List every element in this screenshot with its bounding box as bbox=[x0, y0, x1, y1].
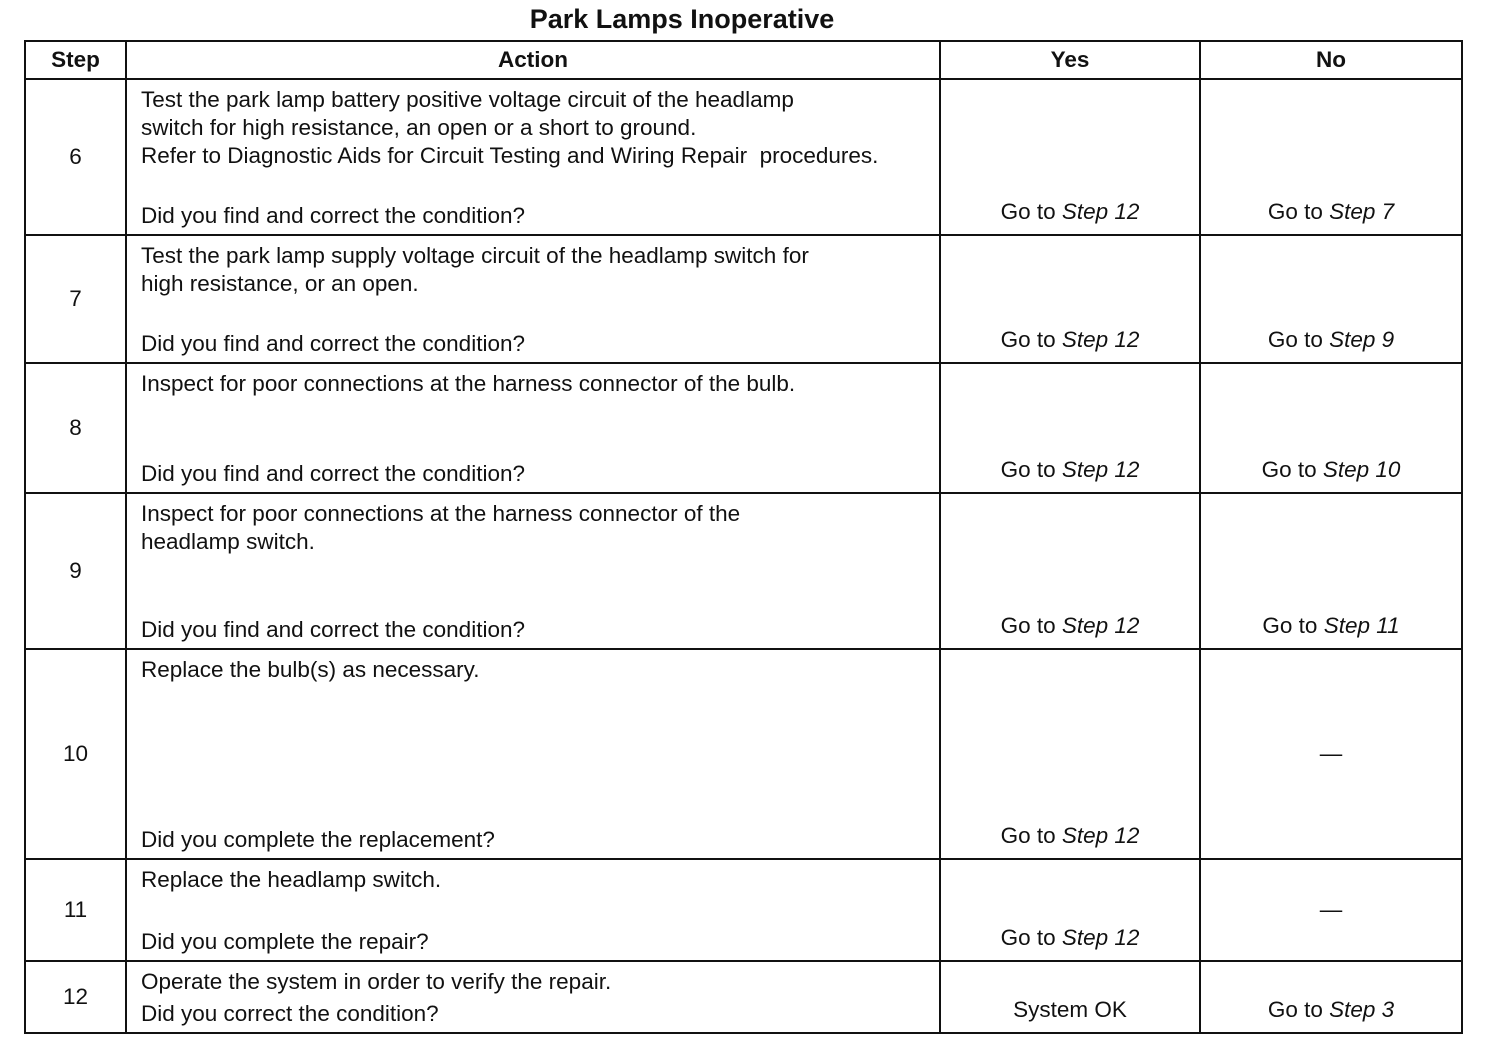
action-question: Did you find and correct the condition? bbox=[141, 617, 525, 642]
table-header-row bbox=[25, 41, 1462, 79]
no-cell bbox=[1200, 859, 1462, 961]
table-row bbox=[25, 363, 1462, 493]
instruction-line: Inspect for poor connections at the harness connector of the bbox=[141, 501, 741, 526]
no-goto-step: Step 10 bbox=[1322, 457, 1401, 482]
instruction-line: Test the park lamp battery positive voltage circuit of the headlamp bbox=[141, 87, 794, 112]
yes-goto-prefix: Go to bbox=[1000, 457, 1056, 482]
yes-goto-prefix: Go to bbox=[1000, 823, 1056, 848]
action-content bbox=[141, 242, 931, 358]
action-content bbox=[141, 500, 931, 644]
no-goto-prefix: Go to bbox=[1267, 199, 1323, 224]
instruction-line: Operate the system in order to verify the repair. bbox=[141, 969, 612, 994]
action-question: Did you complete the replacement? bbox=[141, 827, 495, 852]
yes-goto-step: Step 12 bbox=[1061, 327, 1140, 352]
action-content bbox=[141, 656, 931, 854]
yes-goto-step: Step 12 bbox=[1061, 823, 1140, 848]
step-number: 9 bbox=[25, 493, 126, 649]
action-question: Did you complete the repair? bbox=[141, 929, 429, 954]
table-row bbox=[25, 859, 1462, 961]
yes-cell bbox=[940, 79, 1200, 235]
step-number: 6 bbox=[25, 79, 126, 235]
header-yes: Yes bbox=[940, 41, 1200, 79]
no-goto-step: Step 11 bbox=[1323, 613, 1400, 638]
no-cell bbox=[1200, 79, 1462, 235]
yes-cell bbox=[940, 859, 1200, 961]
no-goto-prefix: Go to bbox=[1267, 327, 1323, 352]
diagnostic-table bbox=[24, 40, 1463, 1034]
yes-goto-step: Step 12 bbox=[1061, 199, 1140, 224]
header-no: No bbox=[1200, 41, 1462, 79]
action-cell bbox=[126, 859, 940, 961]
no-goto-prefix: Go to bbox=[1262, 613, 1318, 638]
action-cell bbox=[126, 961, 940, 1033]
action-content bbox=[141, 866, 931, 956]
no-dash: — bbox=[1319, 897, 1343, 922]
no-goto-step: Step 7 bbox=[1329, 199, 1395, 224]
table-row bbox=[25, 235, 1462, 363]
yes-cell bbox=[940, 961, 1200, 1033]
yes-goto-prefix: Go to bbox=[1000, 613, 1056, 638]
action-instructions bbox=[141, 370, 931, 398]
action-content bbox=[141, 86, 931, 230]
action-instructions bbox=[141, 500, 931, 556]
action-instructions bbox=[141, 242, 931, 298]
no-goto-step: Step 9 bbox=[1329, 327, 1395, 352]
instruction-line: Replace the bulb(s) as necessary. bbox=[141, 657, 480, 682]
yes-goto-step: Step 12 bbox=[1061, 457, 1140, 482]
step-number: 7 bbox=[25, 235, 126, 363]
action-question: Did you find and correct the condition? bbox=[141, 461, 525, 486]
yes-cell bbox=[940, 493, 1200, 649]
instruction-line: high resistance, or an open. bbox=[141, 271, 419, 296]
no-cell bbox=[1200, 493, 1462, 649]
instruction-line: Refer to Diagnostic Aids for Circuit Testing and Wiring Repair procedures. bbox=[141, 143, 879, 168]
instruction-line: switch for high resistance, an open or a short to ground. bbox=[141, 115, 697, 140]
action-cell bbox=[126, 649, 940, 859]
yes-result: System OK bbox=[1013, 997, 1127, 1022]
page-title: Park Lamps Inoperative bbox=[529, 4, 835, 34]
action-question: Did you correct the condition? bbox=[141, 1001, 439, 1026]
action-instructions bbox=[141, 968, 931, 996]
header-step: Step bbox=[25, 41, 126, 79]
table-row bbox=[25, 79, 1462, 235]
yes-goto-prefix: Go to bbox=[1000, 925, 1056, 950]
yes-goto-prefix: Go to bbox=[1000, 327, 1056, 352]
step-number: 11 bbox=[25, 859, 126, 961]
yes-goto-prefix: Go to bbox=[1000, 199, 1056, 224]
table-row bbox=[25, 649, 1462, 859]
no-goto-prefix: Go to bbox=[1261, 457, 1317, 482]
no-cell bbox=[1200, 235, 1462, 363]
instruction-line: headlamp switch. bbox=[141, 529, 315, 554]
action-question: Did you find and correct the condition? bbox=[141, 203, 525, 228]
no-goto-step: Step 3 bbox=[1329, 997, 1395, 1022]
instruction-line: Inspect for poor connections at the harness connector of the bulb. bbox=[141, 371, 796, 396]
yes-cell bbox=[940, 235, 1200, 363]
step-number: 12 bbox=[25, 961, 126, 1033]
table-row bbox=[25, 493, 1462, 649]
no-goto-prefix: Go to bbox=[1267, 997, 1323, 1022]
no-cell bbox=[1200, 363, 1462, 493]
action-cell bbox=[126, 79, 940, 235]
no-cell bbox=[1200, 649, 1462, 859]
no-dash: — bbox=[1319, 741, 1343, 766]
action-content bbox=[141, 968, 931, 1028]
action-instructions bbox=[141, 86, 931, 170]
yes-cell bbox=[940, 649, 1200, 859]
yes-goto-step: Step 12 bbox=[1061, 613, 1140, 638]
action-instructions bbox=[141, 866, 931, 894]
table-row bbox=[25, 961, 1462, 1033]
yes-goto-step: Step 12 bbox=[1061, 925, 1140, 950]
action-question: Did you find and correct the condition? bbox=[141, 331, 525, 356]
action-cell bbox=[126, 235, 940, 363]
step-number: 8 bbox=[25, 363, 126, 493]
step-number: 10 bbox=[25, 649, 126, 859]
action-cell bbox=[126, 363, 940, 493]
instruction-line: Replace the headlamp switch. bbox=[141, 867, 442, 892]
no-cell bbox=[1200, 961, 1462, 1033]
yes-cell bbox=[940, 363, 1200, 493]
action-cell bbox=[126, 493, 940, 649]
action-content bbox=[141, 370, 931, 488]
action-instructions bbox=[141, 656, 931, 684]
header-action: Action bbox=[126, 41, 940, 79]
instruction-line: Test the park lamp supply voltage circuit of the headlamp switch for bbox=[141, 243, 809, 268]
